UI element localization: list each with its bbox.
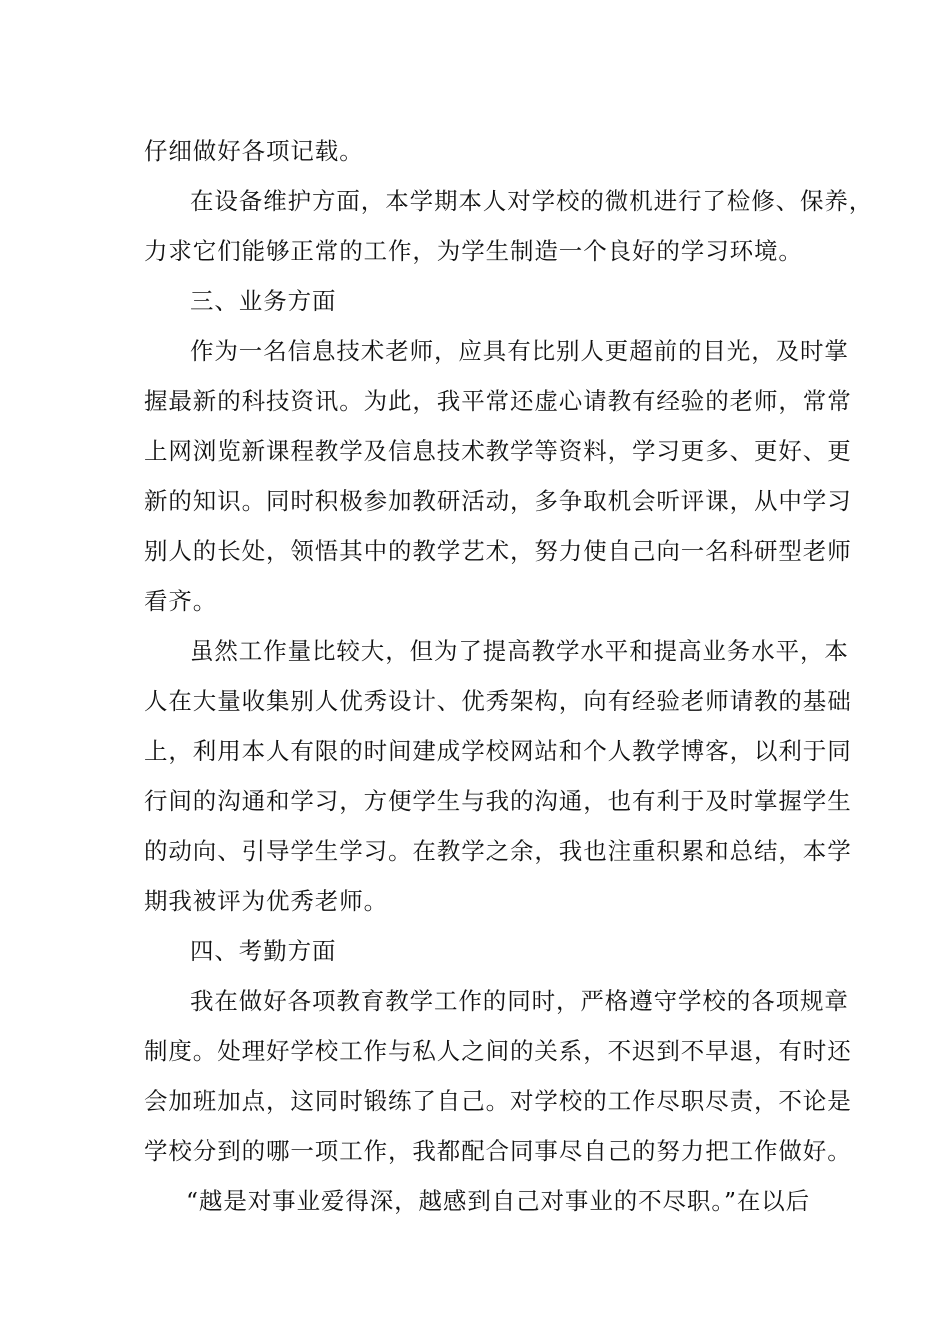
text-line: 制度。处理好学校工作与私人之间的关系，不迟到不早退，有时还: [144, 1037, 852, 1065]
text-line: 上网浏览新课程教学及信息技术教学等资料，学习更多、更好、更: [144, 437, 852, 465]
paragraph-first-line: 在设备维护方面，本学期本人对学校的微机进行了检修、保养，: [190, 187, 874, 215]
text-line: 上，利用本人有限的时间建成学校网站和个人教学博客，以利于同: [144, 737, 852, 765]
quote-paragraph-line: “越是对事业爱得深，越感到自己对事业的不尽职。”在以后: [186, 1187, 811, 1215]
text-line: 学校分到的哪一项工作，我都配合同事尽自己的努力把工作做好。: [144, 1137, 852, 1165]
text-line: 会加班加点，这同时锻练了自己。对学校的工作尽职尽责，不论是: [144, 1087, 852, 1115]
text-line: 人在大量收集别人优秀设计、优秀架构，向有经验老师请教的基础: [144, 687, 852, 715]
text-line: 新的知识。同时积极参加教研活动，多争取机会听评课，从中学习: [144, 487, 852, 515]
paragraph-first-line: 作为一名信息技术老师，应具有比别人更超前的目光，及时掌: [190, 337, 849, 365]
paragraph-first-line: 虽然工作量比较大，但为了提高教学水平和提高业务水平，本: [190, 637, 849, 665]
text-line: 的动向、引导学生学习。在教学之余，我也注重积累和总结，本学: [144, 837, 852, 865]
paragraph-first-line: 我在做好各项教育教学工作的同时，严格遵守学校的各项规章: [190, 987, 849, 1015]
text-line: 仔细做好各项记载。: [144, 137, 364, 165]
text-line: 力求它们能够正常的工作，为学生制造一个良好的学习环境。: [144, 237, 803, 265]
section-heading-attendance: 四、考勤方面: [190, 937, 337, 965]
text-line: 期我被评为优秀老师。: [144, 887, 388, 915]
section-heading-business: 三、业务方面: [190, 287, 337, 315]
text-line: 行间的沟通和学习，方便学生与我的沟通，也有利于及时掌握学生: [144, 787, 852, 815]
text-line: 握最新的科技资讯。为此，我平常还虚心请教有经验的老师，常常: [144, 387, 852, 415]
text-line: 看齐。: [144, 587, 218, 615]
text-line: 别人的长处，领悟其中的教学艺术，努力使自己向一名科研型老师: [144, 537, 852, 565]
